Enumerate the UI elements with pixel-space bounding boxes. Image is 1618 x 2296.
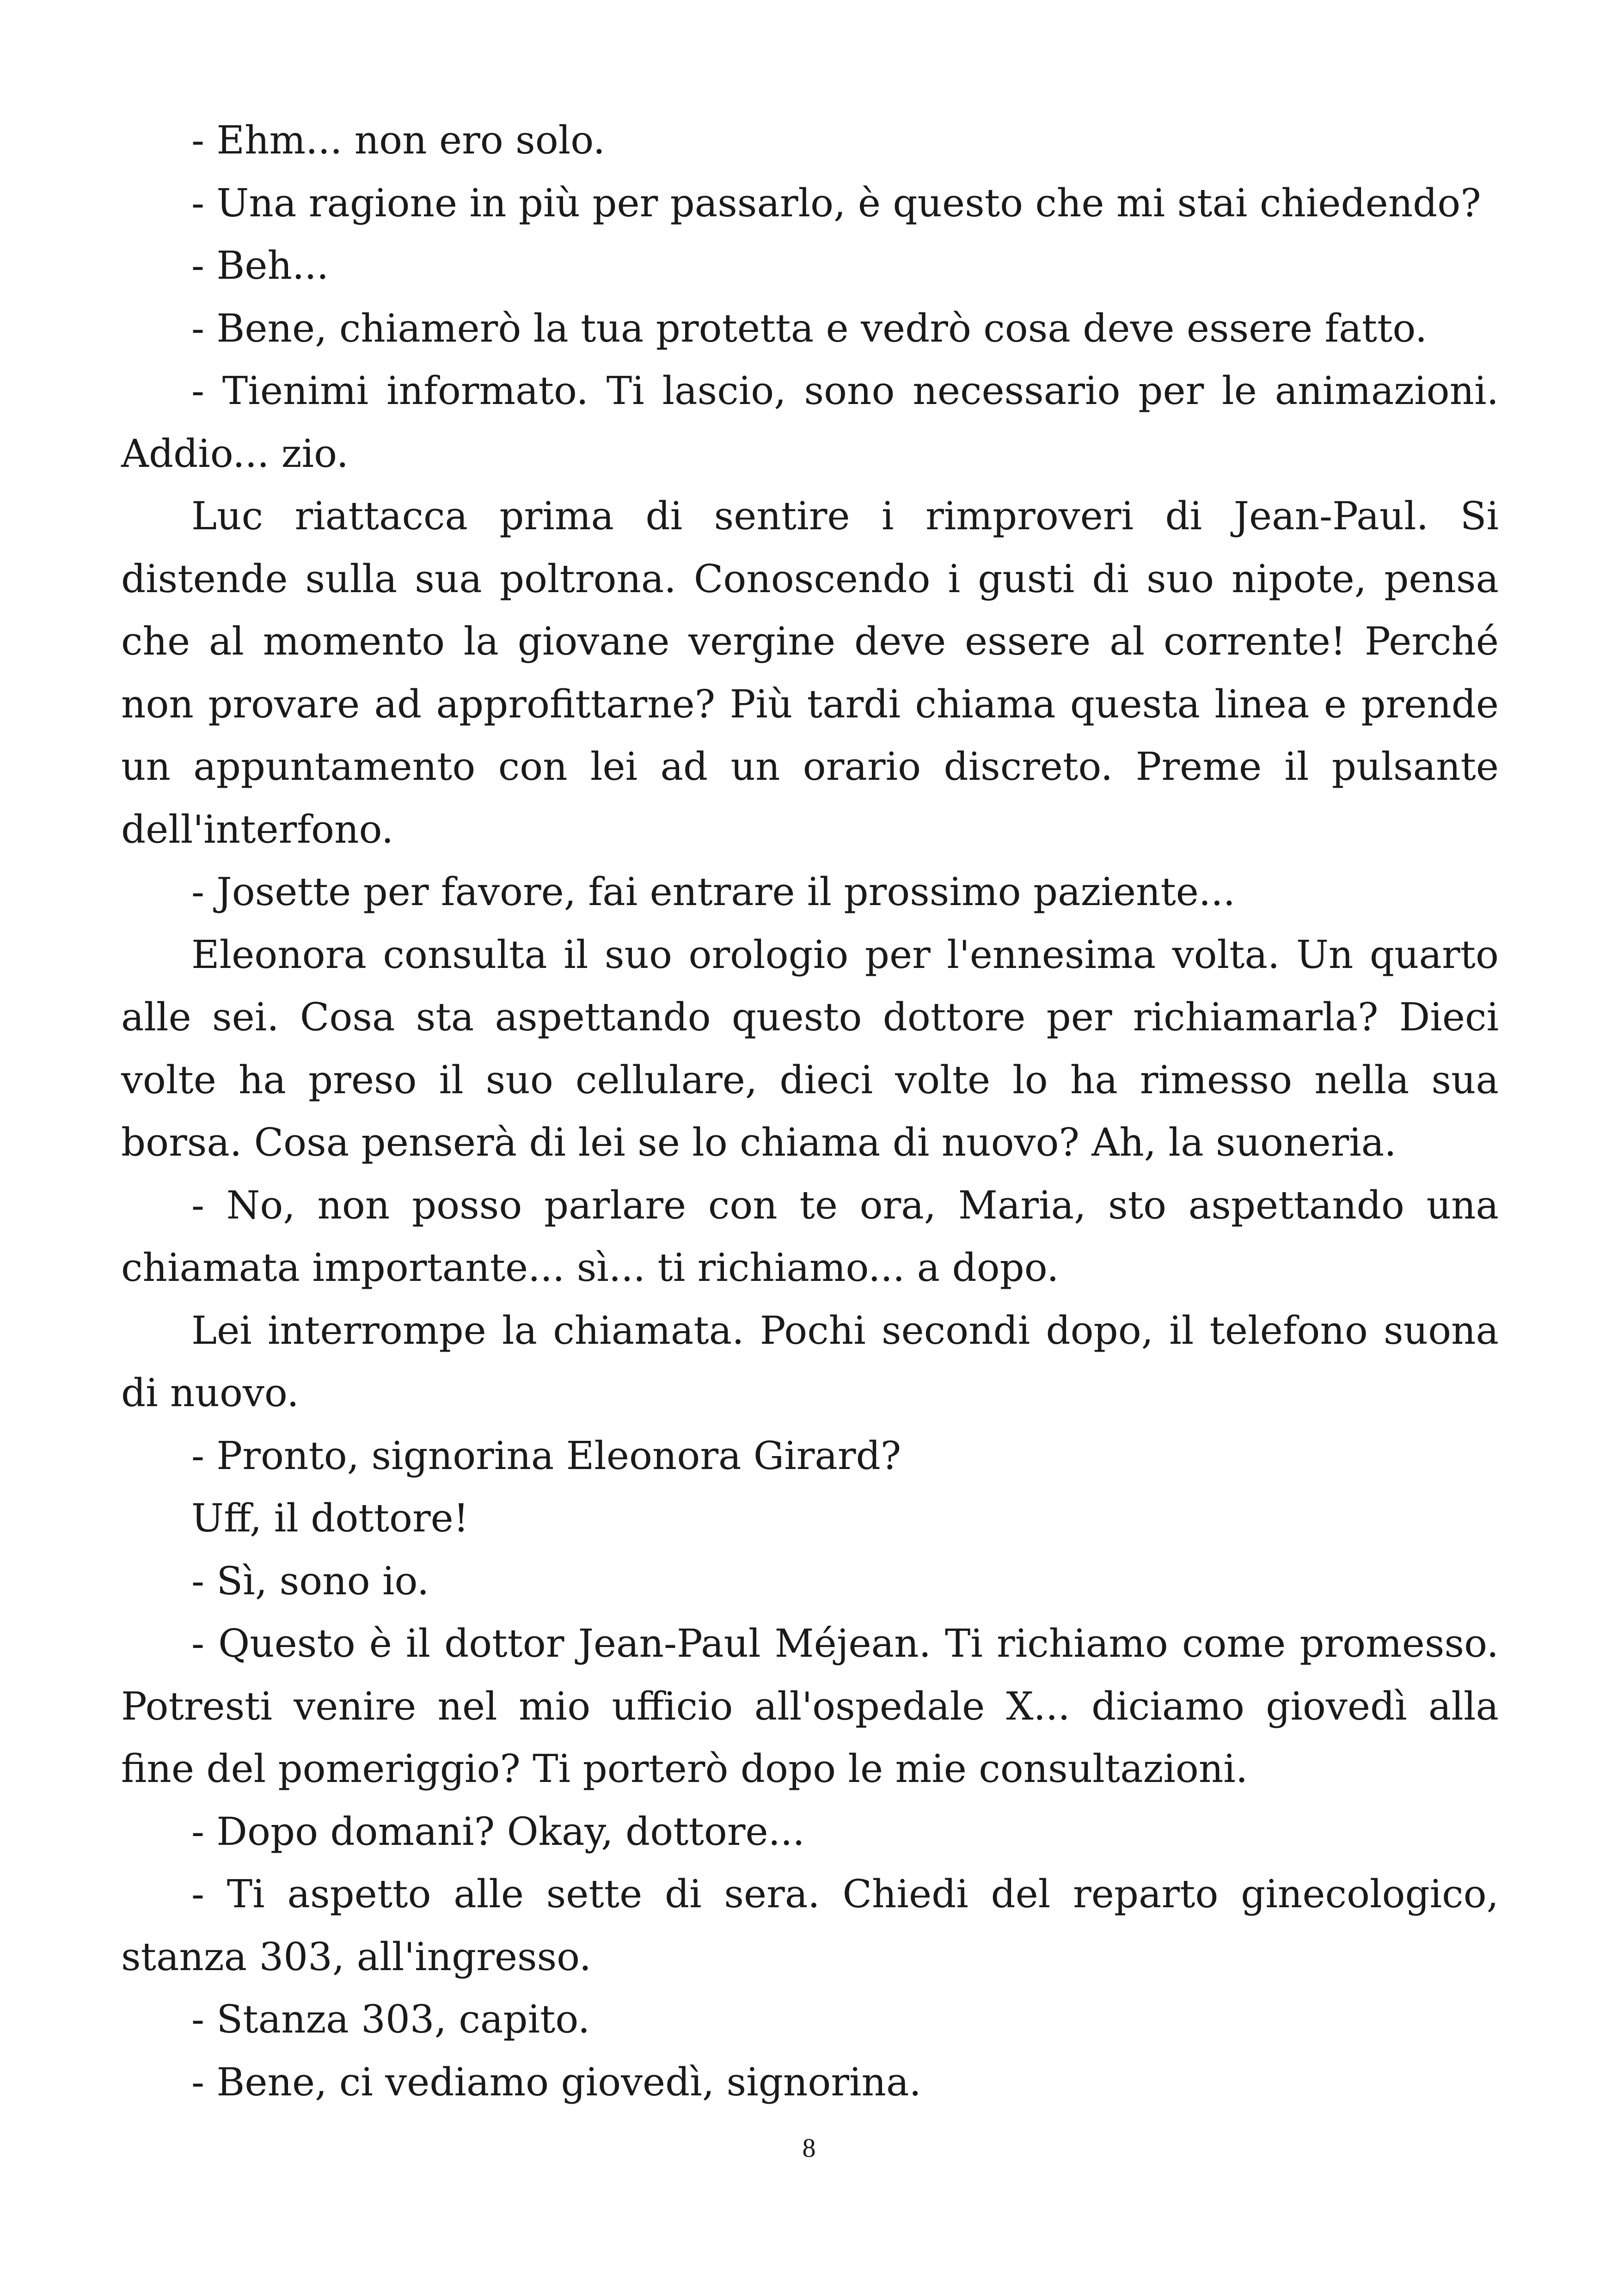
page-number: 8	[802, 2133, 816, 2163]
body-text	[121, 109, 1499, 2113]
paragraph: - Questo è il dottor Jean-Paul Méjean. Ti richiamo come promesso. Potresti venire nel mio ufficio all'ospedale X... diciamo giovedì alla fine del pomeriggio? Ti porterò dopo le mie consultazioni.	[121, 1621, 1499, 1791]
paragraph: - Pronto, signorina Eleonora Girard?	[191, 1433, 901, 1478]
paragraph: Luc riattacca prima di sentire i rimproveri di Jean-Paul. Si distende sulla sua poltrona. Conoscendo i gusti di suo nipote, pensa che al momento la giovane vergine deve essere al corrente! Perché non provare ad approfittarne? Più tardi chiama questa linea e prende un appuntamento con lei ad un orario discreto. Preme il pulsante dell'interfono.	[121, 494, 1499, 852]
paragraph: - Una ragione in più per passarlo, è questo che mi stai chiedendo?	[191, 180, 1481, 226]
paragraph: Uff, il dottore!	[191, 1496, 469, 1541]
paragraph: - Stanza 303, capito.	[191, 1997, 590, 2042]
paragraph: - Ehm... non ero solo.	[191, 118, 606, 163]
paragraph: Lei interrompe la chiamata. Pochi secondi dopo, il telefono suona di nuovo.	[121, 1308, 1499, 1415]
paragraph: - Beh...	[191, 243, 329, 288]
paragraph: - Dopo domani? Okay, dottore...	[191, 1809, 805, 1854]
paragraph: - Sì, sono io.	[191, 1558, 429, 1604]
paragraph: - Josette per favore, fai entrare il prossimo paziente...	[191, 869, 1236, 914]
paragraph: - Bene, ci vediamo giovedì, signorina.	[191, 2059, 921, 2105]
paragraph: - Tienimi informato. Ti lascio, sono necessario per le animazioni. Addio... zio.	[121, 368, 1499, 476]
paragraph: - No, non posso parlare con te ora, Maria, sto aspettando una chiamata importante... sì... ti richiamo... a dopo.	[121, 1182, 1499, 1290]
paragraph: - Bene, chiamerò la tua protetta e vedrò cosa deve essere fatto.	[191, 306, 1428, 351]
paragraph: - Ti aspetto alle sette di sera. Chiedi del reparto ginecologico, stanza 303, all'ingresso.	[121, 1872, 1499, 1979]
paragraph: Eleonora consulta il suo orologio per l'ennesima volta. Un quarto alle sei. Cosa sta aspettando questo dottore per richiamarla? Dieci volte ha preso il suo cellulare, dieci volte lo ha rimesso nella sua borsa. Cosa penserà di lei se lo chiama di nuovo? Ah, la suoneria.	[121, 932, 1499, 1165]
